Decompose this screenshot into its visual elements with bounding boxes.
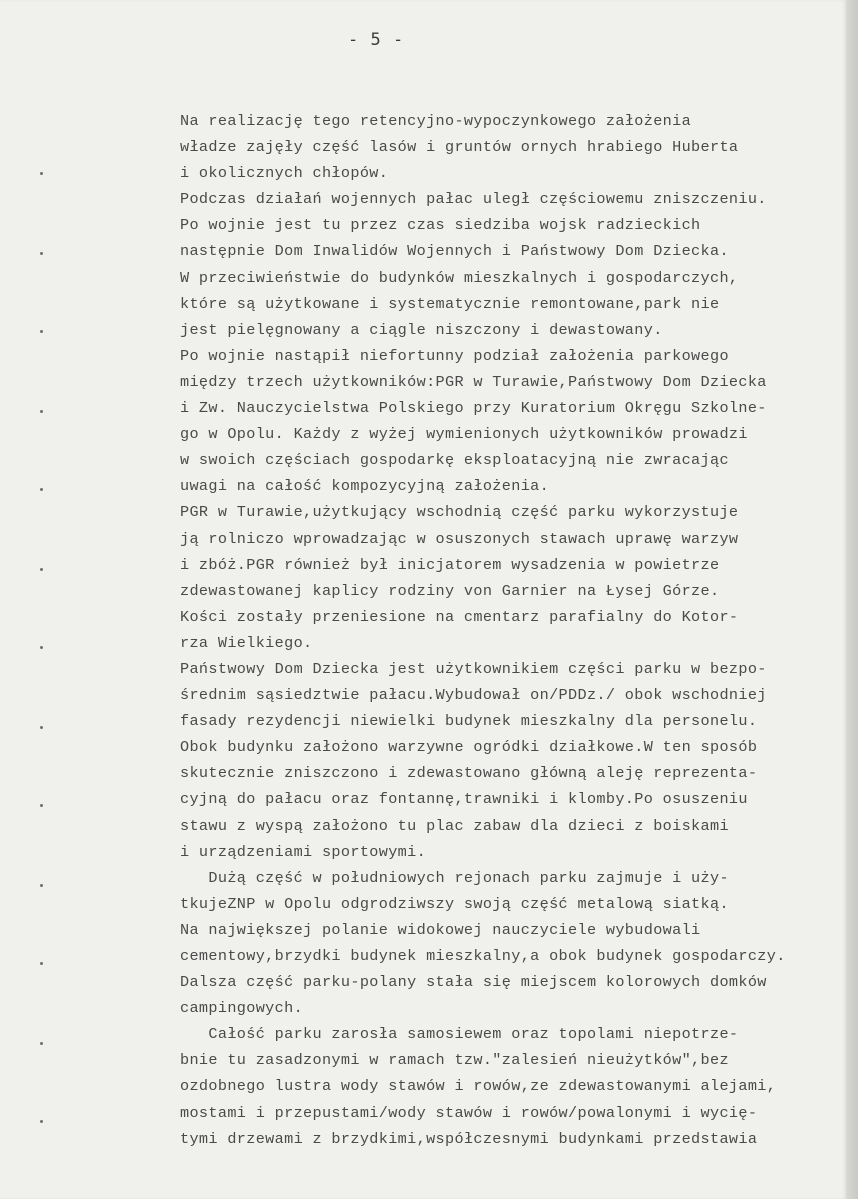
margin-mark [40,1042,43,1045]
text-line: Obok budynku założono warzywne ogródki działkowe.W ten sposób [180,738,758,757]
text-line: Państwowy Dom Dziecka jest użytkownikiem części parku w bezpo- [180,659,767,678]
text-line: Dalsza część parku-polany stała się miejscem kolorowych domków [180,973,767,992]
text-line: tymi drzewami z brzydkimi,współczesnymi budynkami przedstawia [180,1129,758,1148]
text-line: Po wojnie jest tu przez czas siedziba wojsk radzieckich [180,216,701,235]
margin-mark [40,488,43,491]
text-line: w swoich częściach gospodarkę eksploatacyjną nie zwracając [180,451,729,470]
margin-mark [40,172,43,175]
text-line: mostami i przepustami/wody stawów i rowów/powalonymi i wycię- [180,1103,758,1122]
margin-mark [40,962,43,965]
text-line: ją rolniczo wprowadzając w osuszonych stawach uprawę warzyw [180,529,739,548]
text-line: W przeciwieństwie do budynków mieszkalnych i gospodarczych, [180,268,739,287]
text-line: i okolicznych chłopów. [180,164,389,183]
text-line: uwagi na całość kompozycyjną założenia. [180,477,550,496]
text-line: Kości zostały przeniesione na cmentarz parafialny do Kotor- [180,607,739,626]
text-line: i urządzeniami sportowymi. [180,842,427,861]
text-line: fasady rezydencji niewielki budynek mieszkalny dla personelu. [180,712,758,731]
text-line: Na realizację tego retencyjno-wypoczynkowego założenia [180,112,692,130]
text-line: cementowy,brzydki budynek mieszkalny,a obok budynek gospodarczy. [180,947,786,965]
text-line: tkujeZNP w Opolu odgrodziwszy swoją część metalową siatką. [180,894,729,913]
text-line: średnim sąsiedztwie pałacu.Wybudował on/PDDz./ obok wschodniej [180,686,767,705]
text-line: które są użytkowane i systematycznie remontowane,park nie [180,294,720,313]
text-line: rza Wielkiego. [180,633,313,652]
margin-mark [40,1120,43,1123]
text-line: jest pielęgnowany a ciągle niszczony i dewastowany. [180,320,663,339]
text-line: Dużą część w południowych rejonach parku zajmuje i uży- [180,868,729,887]
text-line: stawu z wyspą założono tu plac zabaw dla dzieci z boiskami [180,816,729,835]
text-line: PGR w Turawie,użytkujący wschodnią część parku wykorzystuje [180,503,739,522]
margin-mark [40,330,43,333]
margin-mark [40,646,43,649]
text-line: cyjną do pałacu oraz fontannę,trawniki i klomby.Po osuszeniu [180,790,748,809]
margin-mark [40,568,43,571]
text-line: władze zajęły część lasów i gruntów ornych hrabiego Huberta [180,138,739,157]
margin-mark [40,804,43,807]
text-line: ozdobnego lustra wody stawów i rowów,ze zdewastowanymi alejami, [180,1077,777,1096]
margin-mark [40,410,43,413]
margin-mark [40,252,43,255]
typed-body-text [180,108,840,1152]
text-line: go w Opolu. Każdy z wyżej wymienionych użytkowników prowadzi [180,425,748,444]
text-line: Po wojnie nastąpił niefortunny podział założenia parkowego [180,346,729,365]
margin-mark [40,884,43,887]
text-line: następnie Dom Inwalidów Wojennych i Państwowy Dom Dziecka. [180,242,729,261]
text-line: bnie tu zasadzonymi w ramach tzw."zalesień nieużytków",bez [180,1051,729,1070]
text-line: Całość parku zarosła samosiewem oraz topolami niepotrze- [180,1025,739,1044]
text-line: zdewastowanej kaplicy rodziny von Garnier na Łysej Górze. [180,581,720,600]
page-number: - 5 - [348,30,405,50]
text-line: Na największej polanie widokowej nauczyciele wybudowali [180,920,701,939]
text-line: Podczas działań wojennych pałac uległ częściowemu zniszczeniu. [180,190,767,209]
text-line: między trzech użytkowników:PGR w Turawie,Państwowy Dom Dziecka [180,372,767,391]
page-edge [846,0,858,1199]
text-line: campingowych. [180,999,304,1018]
text-line: skutecznie zniszczono i zdewastowano główną aleję reprezenta- [180,764,758,783]
text-line: i zbóż.PGR również był inicjatorem wysadzenia w powietrze [180,555,720,574]
margin-mark [40,726,43,729]
text-line: i Zw. Nauczycielstwa Polskiego przy Kuratorium Okręgu Szkolne- [180,399,767,418]
